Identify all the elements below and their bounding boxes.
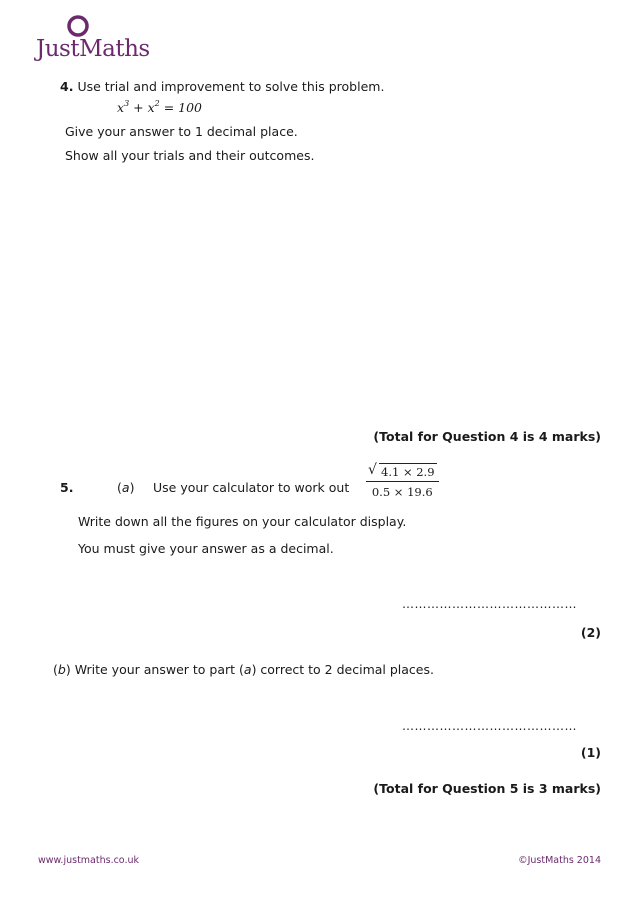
q5-line3: You must give your answer as a decimal.	[78, 541, 334, 556]
q4-equation: $x^3 + x^2 = 100$	[117, 99, 203, 115]
logo-text: JustMaths	[36, 36, 150, 62]
fraction-numerator: 4.1 × 2.9	[381, 465, 435, 479]
q5-part-a-text: Use your calculator to work out	[153, 480, 350, 495]
q5-line2: Write down all the figures on your calculator display.	[78, 514, 407, 529]
q5-total: (Total for Question 5 is 3 marks)	[373, 781, 601, 796]
q4-intro	[60, 79, 384, 94]
answer-line-b[interactable]: ……………………………………	[402, 719, 577, 733]
q5-part-b: (b) Write your answer to part (a) correct to 2 decimal places.	[53, 662, 434, 677]
q4-line3: Show all your trials and their outcomes.	[65, 148, 315, 163]
q4-intro-text: Use trial and improvement to solve this problem.	[77, 79, 385, 94]
answer-line-a[interactable]: ……………………………………	[402, 597, 577, 611]
logo	[36, 14, 150, 66]
fraction-denominator: 0.5 × 19.6	[371, 485, 433, 499]
footer-website-link[interactable]: www.justmaths.co.uk	[38, 855, 139, 866]
q5-marks-a: (2)	[580, 625, 601, 640]
q4-line2: Give your answer to 1 decimal place.	[65, 124, 298, 139]
q5-part-a: (a)	[117, 480, 135, 495]
q5-number: 5.	[60, 480, 74, 495]
footer-copyright: ©JustMaths 2014	[518, 855, 601, 866]
q5-fraction: √ 4.1 × 2.9 0.5 × 19.6	[366, 465, 439, 499]
q4-number: 4.	[60, 79, 74, 94]
q5-marks-b: (1)	[580, 745, 601, 760]
q4-total: (Total for Question 4 is 4 marks)	[373, 429, 601, 444]
